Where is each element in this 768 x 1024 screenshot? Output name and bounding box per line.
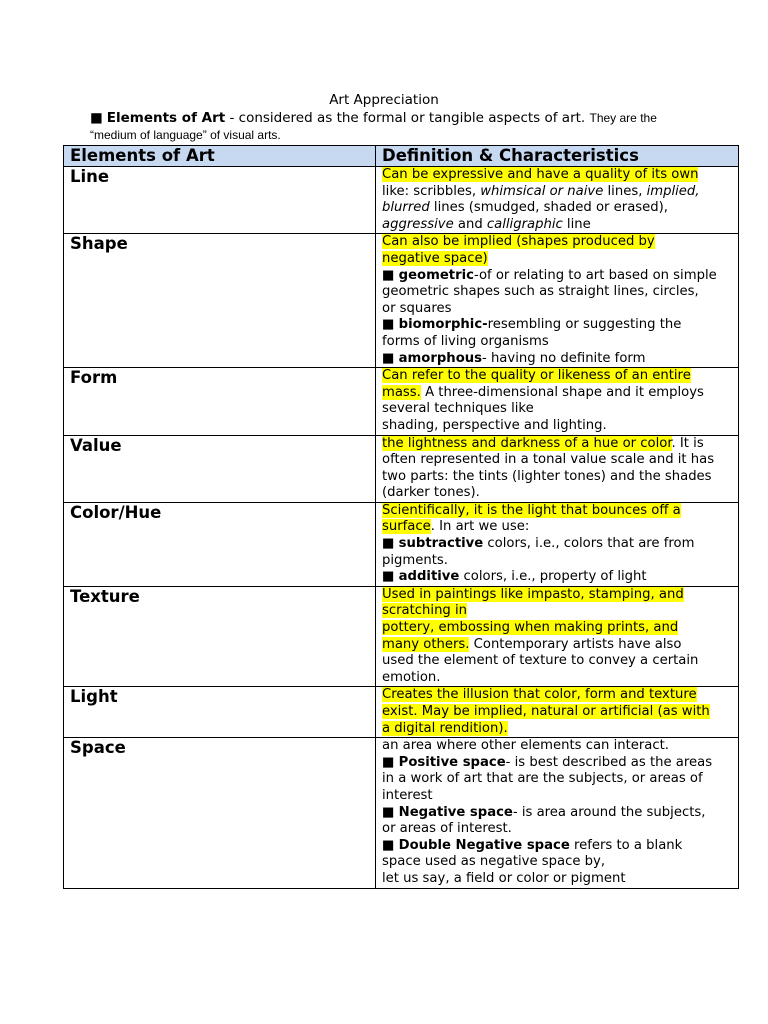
definition-line [382, 351, 733, 368]
definition-line [382, 368, 733, 385]
element-name: Shape [64, 234, 376, 368]
text-segment: . It is [671, 435, 704, 451]
text-segment: geometric shapes such as straight lines, circles, [382, 284, 699, 300]
intro-term: Elements of Art [106, 110, 226, 126]
definition-line [382, 821, 733, 838]
intro-line-2: “medium of language” of visual arts. [90, 128, 281, 142]
definition-line [382, 317, 733, 334]
italic-text: whimsical or naive [480, 183, 604, 199]
highlighted-text: Scientifically, it is the light that bounces off a [382, 502, 681, 518]
table-row [64, 167, 739, 234]
table-row [64, 586, 739, 687]
definition-line [382, 838, 733, 855]
definition-line [382, 871, 733, 888]
highlighted-text: negative space) [382, 250, 488, 266]
definition-line [382, 200, 733, 217]
text-segment: pigments. [382, 552, 448, 568]
italic-text: blurred [382, 200, 430, 216]
text-segment: Contemporary artists have also [469, 636, 682, 652]
text-segment: colors, i.e., colors that are from [483, 536, 695, 552]
intro-tail: They are the [589, 111, 657, 125]
italic-text: implied, [646, 183, 700, 199]
definition-line [382, 452, 733, 469]
text-segment: an area where other elements can interact. [382, 738, 669, 754]
text-segment: - is area around the subjects, [512, 804, 706, 820]
definition-line [382, 284, 733, 301]
text-segment: like: scribbles, [382, 183, 481, 199]
definition-line [382, 620, 733, 637]
bold-term: amorphous [398, 350, 482, 366]
highlighted-text: pottery, embossing when making prints, and [382, 620, 679, 636]
bold-term: subtractive [398, 536, 484, 552]
highlighted-text: Used in paintings like impasto, stamping, and [382, 586, 684, 602]
definition-line [382, 167, 733, 184]
definition-line [382, 788, 733, 805]
definition-line [382, 301, 733, 318]
table-header-row [64, 146, 739, 167]
definition-line [382, 603, 733, 620]
text-segment: ■ [382, 350, 399, 366]
table-row [64, 502, 739, 586]
definition-line [382, 503, 733, 520]
text-segment: let us say, a field or color or pigment [382, 870, 626, 886]
text-segment: - is best described as the areas [505, 754, 713, 770]
element-definition [376, 167, 739, 234]
definition-line [382, 637, 733, 654]
definition-line [382, 738, 733, 755]
text-segment: or areas of interest. [382, 821, 512, 837]
text-segment: ■ [382, 754, 399, 770]
definition-line [382, 485, 733, 502]
text-segment: lines (smudged, shaded or erased), [429, 200, 668, 216]
bold-term: additive [398, 569, 460, 585]
text-segment: shading, perspective and lighting. [382, 417, 607, 433]
highlighted-text: Creates the illusion that color, form and texture [382, 687, 697, 703]
text-segment: often represented in a tonal value scale and it has [382, 452, 715, 468]
bullet-icon: ■ [90, 110, 103, 126]
definition-line [382, 469, 733, 486]
italic-text: aggressive [382, 216, 454, 232]
text-segment: ■ [382, 317, 399, 333]
text-segment: A three-dimensional shape and it employs [420, 384, 704, 400]
definition-line [382, 436, 733, 453]
text-segment: refers to a blank [569, 837, 683, 853]
text-segment: interest [382, 787, 433, 803]
header-elements: Elements of Art [64, 146, 376, 167]
element-definition [376, 738, 739, 888]
text-segment: and [453, 216, 487, 232]
definition-line [382, 553, 733, 570]
definition-line [382, 519, 733, 536]
element-definition [376, 586, 739, 687]
element-name: Color/Hue [64, 502, 376, 586]
text-segment: or squares [382, 300, 452, 316]
intro-text: - considered as the formal or tangible aspects of art. [225, 110, 590, 126]
definition-line [382, 418, 733, 435]
text-segment: -of or relating to art based on simple [473, 267, 717, 283]
header-definition: Definition & Characteristics [376, 146, 739, 167]
text-segment: ■ [382, 837, 399, 853]
text-segment: colors, i.e., property of light [459, 569, 647, 585]
element-name: Space [64, 738, 376, 888]
definition-line [382, 536, 733, 553]
highlighted-text: surface [382, 519, 431, 535]
element-name: Line [64, 167, 376, 234]
italic-text: calligraphic [486, 216, 563, 232]
text-segment: ■ [382, 569, 399, 585]
definition-line [382, 587, 733, 604]
bold-term: geometric [398, 267, 474, 283]
text-segment: . In art we use: [430, 519, 530, 535]
text-segment: used the element of texture to convey a certain [382, 653, 699, 669]
highlighted-text: mass. [382, 384, 421, 400]
highlighted-text: many others. [382, 636, 470, 652]
element-name: Form [64, 368, 376, 435]
highlighted-text: Can also be implied (shapes produced by [382, 234, 655, 250]
document-title: Art Appreciation [329, 92, 439, 108]
definition-line [382, 653, 733, 670]
table-row [64, 738, 739, 888]
element-definition [376, 502, 739, 586]
definition-line [382, 771, 733, 788]
definition-line [382, 755, 733, 772]
definition-line [382, 334, 733, 351]
definition-line [382, 854, 733, 871]
element-name: Texture [64, 586, 376, 687]
text-segment: (darker tones). [382, 485, 480, 501]
definition-line [382, 251, 733, 268]
definition-line [382, 401, 733, 418]
definition-line [382, 385, 733, 402]
element-name: Value [64, 435, 376, 502]
element-definition [376, 687, 739, 738]
text-segment: ■ [382, 536, 399, 552]
highlighted-text: the lightness and darkness of a hue or color [382, 435, 672, 451]
text-segment: several techniques like [382, 401, 534, 417]
table-row [64, 687, 739, 738]
text-segment: forms of living organisms [382, 333, 549, 349]
text-segment: emotion. [382, 669, 441, 685]
text-segment: line [562, 216, 591, 232]
definition-line [382, 687, 733, 704]
definition-line [382, 704, 733, 721]
highlighted-text: Can refer to the quality or likeness of an entire [382, 368, 691, 384]
table-row [64, 435, 739, 502]
table-row [64, 368, 739, 435]
definition-line [382, 805, 733, 822]
definition-line [382, 268, 733, 285]
bold-term: biomorphic- [398, 317, 488, 333]
highlighted-text: Can be expressive and have a quality of its own [382, 167, 699, 182]
definition-line [382, 670, 733, 687]
text-segment: - having no definite form [482, 350, 646, 366]
highlighted-text: scratching in [382, 603, 468, 619]
element-definition [376, 435, 739, 502]
text-segment: ■ [382, 804, 399, 820]
text-segment: in a work of art that are the subjects, or areas of [382, 771, 703, 787]
text-segment: resembling or suggesting the [487, 317, 682, 333]
text-segment: lines, [603, 183, 647, 199]
bold-term: Double Negative space [398, 837, 570, 853]
element-definition [376, 234, 739, 368]
intro-paragraph [90, 110, 750, 143]
element-definition [376, 368, 739, 435]
elements-table [63, 145, 739, 889]
element-name: Light [64, 687, 376, 738]
text-segment: two parts: the tints (lighter tones) and the shades [382, 468, 712, 484]
definition-line [382, 217, 733, 234]
highlighted-text: exist. May be implied, natural or artificial (as with [382, 704, 710, 719]
definition-line [382, 721, 733, 738]
highlighted-text: a digital rendition). [382, 720, 508, 736]
bold-term: Negative space [398, 804, 513, 820]
table-row [64, 234, 739, 368]
definition-line [382, 184, 733, 201]
definition-line [382, 234, 733, 251]
text-segment: space used as negative space by, [382, 854, 606, 870]
bold-term: Positive space [398, 754, 506, 770]
text-segment: ■ [382, 267, 399, 283]
definition-line [382, 569, 733, 586]
table-body [64, 167, 739, 889]
